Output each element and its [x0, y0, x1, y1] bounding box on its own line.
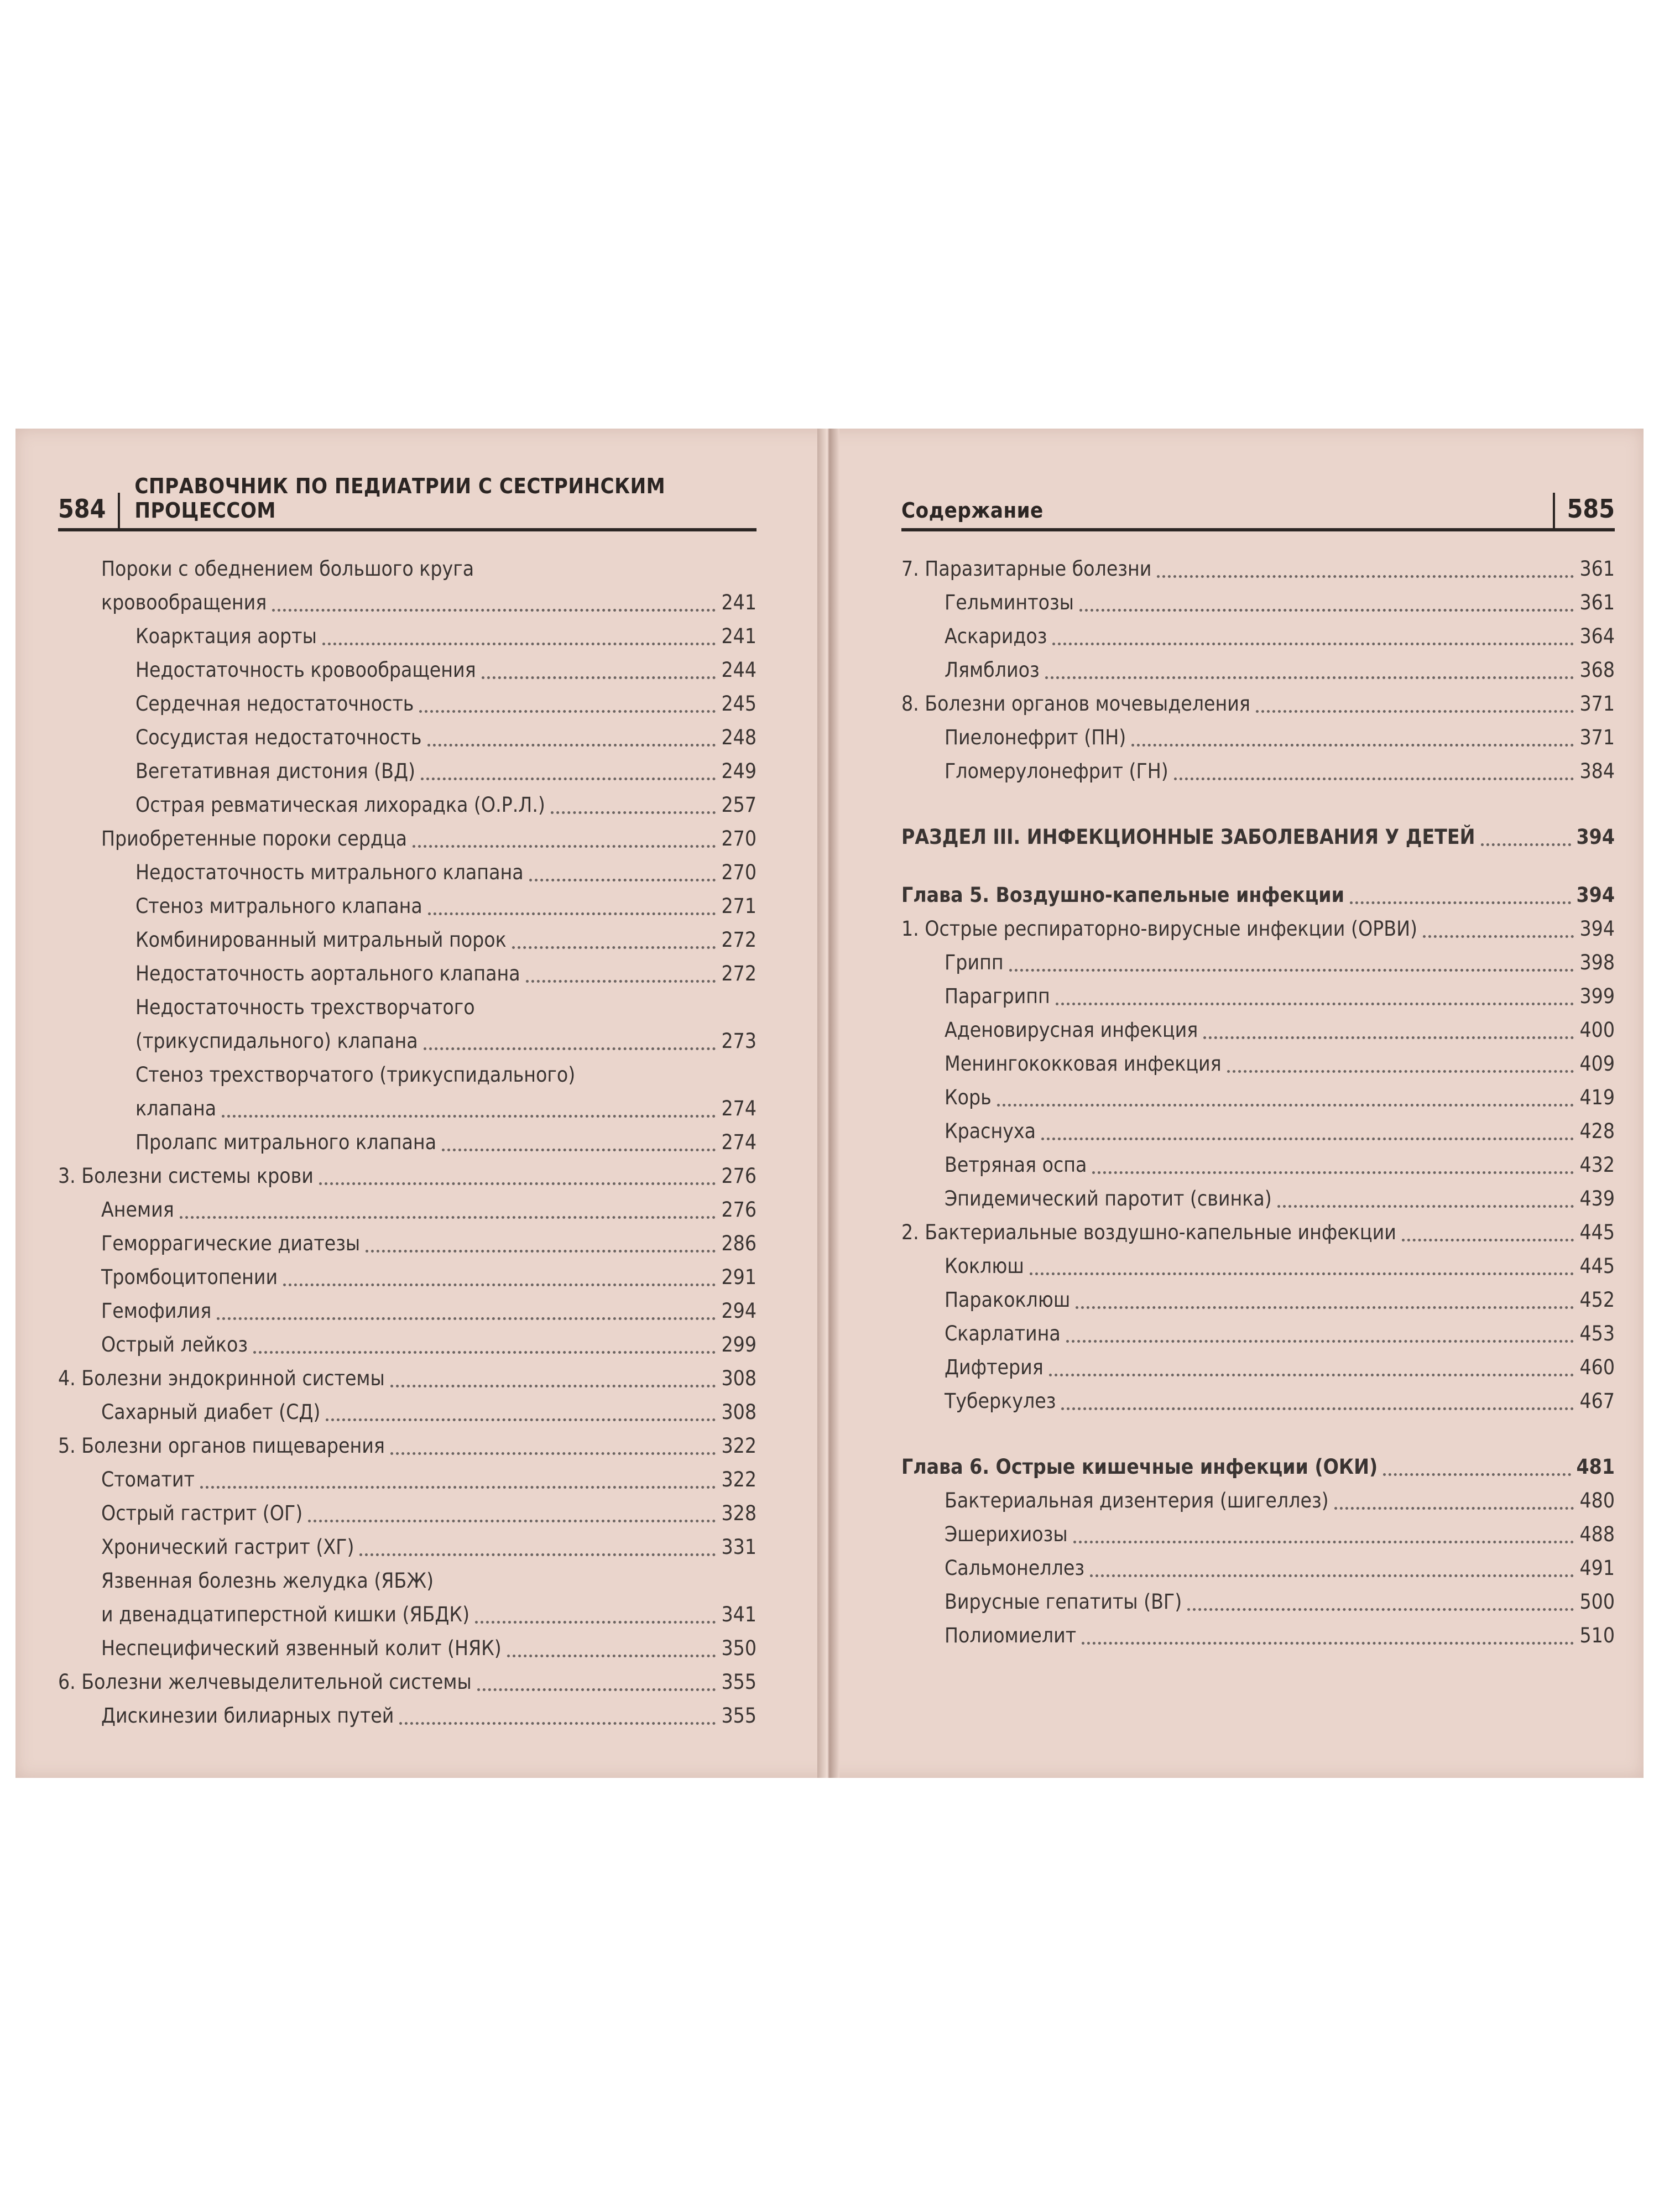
- toc-entry: [901, 1215, 1615, 1249]
- toc-entry: [58, 721, 757, 754]
- dot-leader: [997, 1104, 1574, 1107]
- dot-leader: [413, 845, 716, 848]
- toc-entry-title: Туберкулез: [945, 1389, 1056, 1413]
- dot-leader: [1061, 1407, 1574, 1410]
- toc-entry: [58, 923, 757, 957]
- dot-leader: [1030, 1272, 1574, 1275]
- toc-entry: [901, 1081, 1615, 1114]
- toc-entry: [58, 889, 757, 923]
- toc-heading: [901, 820, 1615, 854]
- toc-heading: [901, 878, 1615, 912]
- toc-page-number: 272: [721, 928, 757, 952]
- toc-entry: [901, 1283, 1615, 1317]
- toc-page-number: 432: [1579, 1153, 1615, 1177]
- left-page-number: 584: [58, 493, 120, 528]
- toc-entry: [58, 619, 757, 653]
- toc-entry-title: Пиелонефрит (ПН): [945, 726, 1126, 749]
- toc-entry-title: 1. Острые респираторно-вирусные инфекции (ОРВИ): [901, 917, 1417, 941]
- toc-entry-title-line: Язвенная болезнь желудка (ЯБЖ): [101, 1569, 434, 1593]
- toc-entry: [901, 1317, 1615, 1350]
- dot-leader: [1066, 1340, 1574, 1343]
- toc-page-number: 398: [1579, 951, 1615, 974]
- dot-leader: [1092, 1171, 1574, 1174]
- toc-entry: [58, 1564, 757, 1631]
- toc-page-number: 322: [721, 1434, 757, 1458]
- dot-leader: [419, 710, 716, 713]
- dot-leader: [1174, 778, 1574, 780]
- toc-entry: [58, 1429, 757, 1463]
- toc-entry: [901, 552, 1615, 586]
- dot-leader: [399, 1722, 716, 1725]
- dot-leader: [1187, 1608, 1574, 1611]
- toc-entry-title: 2. Бактериальные воздушно-капельные инфекции: [901, 1220, 1396, 1244]
- right-page-number: 585: [1553, 493, 1615, 528]
- toc-entry-title: Корь: [945, 1086, 992, 1109]
- toc-entry-title: Глава 6. Острые кишечные инфекции (ОКИ): [901, 1455, 1378, 1479]
- toc-entry: [58, 855, 757, 889]
- toc-page-number: 286: [721, 1232, 757, 1255]
- dot-leader: [529, 879, 716, 881]
- toc-entry-title: Острый гастрит (ОГ): [101, 1501, 303, 1525]
- toc-entry-title: Острая ревматическая лихорадка (О.Р.Л.): [135, 793, 545, 817]
- toc-page-number: 276: [721, 1164, 757, 1188]
- toc-entry-title-line: Недостаточность трехстворчатого: [135, 995, 475, 1019]
- toc-entry: [58, 1631, 757, 1665]
- dot-leader: [482, 676, 716, 679]
- toc-page-number: 371: [1579, 692, 1615, 716]
- dot-leader: [390, 1452, 716, 1455]
- dot-leader: [253, 1351, 716, 1354]
- toc-heading: [901, 1450, 1615, 1484]
- toc-page-number: 249: [721, 759, 757, 783]
- dot-leader: [1350, 901, 1571, 904]
- toc-spacer: [901, 788, 1615, 820]
- toc-entry-title: Гельминтозы: [945, 591, 1074, 614]
- toc-page-number: 368: [1579, 658, 1615, 682]
- toc-page-number: 273: [721, 1029, 757, 1053]
- dot-leader: [1383, 1473, 1571, 1476]
- toc-entry: [58, 990, 757, 1058]
- toc-entry-title: Грипп: [945, 951, 1004, 974]
- toc-entry-title: РАЗДЕЛ III. ИНФЕКЦИОННЫЕ ЗАБОЛЕВАНИЯ У ДЕТЕЙ: [901, 825, 1475, 849]
- toc-page-number: 488: [1579, 1522, 1615, 1546]
- toc-entry-title: Гемофилия: [101, 1299, 212, 1323]
- toc-page-number: 491: [1579, 1556, 1615, 1580]
- toc-entry: [58, 1227, 757, 1260]
- dot-leader: [1049, 1374, 1574, 1376]
- toc-entry: [58, 957, 757, 990]
- toc-page-number: 355: [721, 1704, 757, 1728]
- toc-entry: [901, 1619, 1615, 1652]
- toc-entry-title-line: Стеноз трехстворчатого (трикуспидального): [135, 1063, 576, 1087]
- toc-entry-title: Сосудистая недостаточность: [135, 726, 422, 749]
- toc-page-number: 308: [721, 1400, 757, 1424]
- toc-entry: [58, 552, 757, 619]
- toc-entry-title: Недостаточность митрального клапана: [135, 860, 524, 884]
- dot-leader: [421, 778, 716, 780]
- dot-leader: [1073, 1541, 1574, 1543]
- toc-page-number: 274: [721, 1097, 757, 1120]
- toc-entry: [901, 1148, 1615, 1182]
- dot-leader: [1423, 935, 1574, 938]
- toc-page-number: 299: [721, 1333, 757, 1357]
- toc-entry: [58, 1260, 757, 1294]
- toc-page-number: 308: [721, 1366, 757, 1390]
- toc-entry: [58, 1193, 757, 1227]
- toc-entry-title: Сальмонеллез: [945, 1556, 1085, 1580]
- toc-entry: [901, 721, 1615, 754]
- toc-entry-title: Сердечная недостаточность: [135, 692, 414, 716]
- toc-entry: [901, 687, 1615, 721]
- toc-entry-title: Пролапс митрального клапана: [135, 1130, 437, 1154]
- toc-page-number: 241: [721, 591, 757, 614]
- toc-entry-title: Полиомиелит: [945, 1624, 1077, 1647]
- toc-entry-title: Дифтерия: [945, 1355, 1044, 1379]
- toc-entry: [901, 653, 1615, 687]
- toc-page-number: 467: [1579, 1389, 1615, 1413]
- toc-page-number: 394: [1576, 825, 1615, 849]
- toc-entry-title-line: клапана: [135, 1097, 217, 1120]
- dot-leader: [1041, 1138, 1574, 1140]
- toc-entry: [58, 1125, 757, 1159]
- toc-entry-line: [101, 586, 757, 619]
- toc-page-number: 331: [721, 1535, 757, 1559]
- book-gutter: [817, 429, 839, 1778]
- left-toc: [58, 552, 757, 1733]
- toc-page-number: 244: [721, 658, 757, 682]
- toc-entry-title: Глава 5. Воздушно-капельные инфекции: [901, 883, 1344, 907]
- toc-entry-title: 4. Болезни эндокринной системы: [58, 1366, 385, 1390]
- dot-leader: [390, 1385, 716, 1387]
- toc-entry-title-line: (трикуспидального) клапана: [135, 1029, 418, 1053]
- toc-page-number: 355: [721, 1670, 757, 1694]
- toc-page-number: 428: [1579, 1119, 1615, 1143]
- toc-entry: [901, 946, 1615, 979]
- toc-entry-title-line: Пороки с обеднением большого круга: [101, 557, 474, 581]
- toc-page-number: 439: [1579, 1187, 1615, 1211]
- toc-entry: [901, 1249, 1615, 1283]
- toc-entry-title: Эпидемический паротит (свинка): [945, 1187, 1272, 1211]
- toc-entry-title: 6. Болезни желчевыделительной системы: [58, 1670, 472, 1694]
- dot-leader: [1009, 969, 1574, 972]
- dot-leader: [1090, 1574, 1574, 1577]
- toc-entry: [901, 979, 1615, 1013]
- toc-entry-title: 8. Болезни органов мочевыделения: [901, 692, 1250, 716]
- toc-entry: [901, 1484, 1615, 1517]
- dot-leader: [326, 1418, 716, 1421]
- toc-entry: [58, 822, 757, 855]
- toc-entry-title: Вегетативная дистония (ВД): [135, 759, 415, 783]
- toc-page-number: 328: [721, 1501, 757, 1525]
- dot-leader: [551, 811, 716, 814]
- toc-entry-title: Коарктация аорты: [135, 624, 317, 648]
- toc-page-number: 276: [721, 1198, 757, 1222]
- toc-entry-title-line: и двенадцатиперстной кишки (ЯБДК): [101, 1603, 470, 1626]
- toc-entry-title: 5. Болезни органов пищеварения: [58, 1434, 385, 1458]
- toc-entry: [58, 1294, 757, 1328]
- toc-spacer: [901, 1418, 1615, 1450]
- dot-leader: [526, 980, 716, 983]
- toc-entry-title: Комбинированный митральный порок: [135, 928, 507, 952]
- toc-page-number: 248: [721, 726, 757, 749]
- toc-entry: [901, 1551, 1615, 1585]
- toc-entry-title: Неспецифический язвенный колит (НЯК): [101, 1636, 502, 1660]
- toc-page-number: 460: [1579, 1355, 1615, 1379]
- toc-entry: [58, 1395, 757, 1429]
- toc-entry: [58, 1058, 757, 1125]
- toc-entry: [901, 1013, 1615, 1047]
- toc-entry-title: Эшерихиозы: [945, 1522, 1068, 1546]
- toc-entry-title: Анемия: [101, 1198, 174, 1222]
- dot-leader: [359, 1553, 716, 1556]
- toc-entry-title: Краснуха: [945, 1119, 1036, 1143]
- toc-entry: [58, 754, 757, 788]
- dot-leader: [200, 1486, 716, 1489]
- toc-entry-title: Менингококковая инфекция: [945, 1052, 1222, 1076]
- toc-entry-title: Недостаточность аортального клапана: [135, 962, 520, 985]
- dot-leader: [1277, 1205, 1574, 1208]
- dot-leader: [322, 643, 716, 645]
- toc-page-number: 371: [1579, 726, 1615, 749]
- toc-entry-title: Стоматит: [101, 1468, 195, 1491]
- dot-leader: [1203, 1036, 1574, 1039]
- toc-entry-title: Вирусные гепатиты (ВГ): [945, 1590, 1182, 1614]
- dot-leader: [1045, 676, 1574, 679]
- toc-page-number: 480: [1579, 1489, 1615, 1512]
- toc-page-number: 241: [721, 624, 757, 648]
- toc-page-number: 453: [1579, 1322, 1615, 1345]
- toc-page-number: 510: [1579, 1624, 1615, 1647]
- toc-entry-title: Бактериальная дизентерия (шигеллез): [945, 1489, 1329, 1512]
- toc-entry: [901, 912, 1615, 946]
- toc-page-number: 364: [1579, 624, 1615, 648]
- dot-leader: [283, 1284, 716, 1286]
- toc-entry-title: 3. Болезни системы крови: [58, 1164, 314, 1188]
- toc-page-number: 271: [721, 894, 757, 918]
- toc-page-number: 350: [721, 1636, 757, 1660]
- toc-entry: [58, 687, 757, 721]
- toc-page-number: 361: [1579, 591, 1615, 614]
- toc-page-number: 419: [1579, 1086, 1615, 1109]
- toc-page-number: 452: [1579, 1288, 1615, 1312]
- toc-entry-title-line: кровообращения: [101, 591, 267, 614]
- dot-leader: [180, 1216, 716, 1219]
- toc-entry-title: Острый лейкоз: [101, 1333, 248, 1357]
- toc-entry: [901, 1047, 1615, 1081]
- dot-leader: [1079, 609, 1574, 612]
- toc-page-number: 399: [1579, 984, 1615, 1008]
- right-toc: [901, 552, 1615, 1652]
- toc-entry-title: Сахарный диабет (СД): [101, 1400, 321, 1424]
- dot-leader: [1481, 843, 1571, 846]
- dot-leader: [217, 1317, 716, 1320]
- toc-entry-title: Геморрагические диатезы: [101, 1232, 361, 1255]
- toc-entry-title: Скарлатина: [945, 1322, 1061, 1345]
- toc-entry-line: [135, 1092, 757, 1125]
- toc-entry: [901, 754, 1615, 788]
- toc-entry-title: Недостаточность кровообращения: [135, 658, 476, 682]
- toc-page-number: 274: [721, 1130, 757, 1154]
- toc-entry: [901, 586, 1615, 619]
- toc-entry: [58, 1699, 757, 1733]
- toc-page-number: 270: [721, 827, 757, 851]
- toc-entry: [901, 1384, 1615, 1418]
- toc-entry-title: Парагрипп: [945, 984, 1050, 1008]
- toc-entry: [58, 1496, 757, 1530]
- toc-entry: [58, 653, 757, 687]
- toc-page-number: 272: [721, 962, 757, 985]
- toc-page-number: 445: [1579, 1254, 1615, 1278]
- toc-page-number: 400: [1579, 1018, 1615, 1042]
- toc-entry-title: 7. Паразитарные болезни: [901, 557, 1152, 581]
- toc-entry-title: Лямблиоз: [945, 658, 1040, 682]
- toc-entry: [901, 1517, 1615, 1551]
- toc-page-number: 500: [1579, 1590, 1615, 1614]
- toc-entry-title: Паракоклюш: [945, 1288, 1071, 1312]
- toc-page-number: 322: [721, 1468, 757, 1491]
- toc-entry: [901, 1114, 1615, 1148]
- left-page-header: [58, 474, 757, 531]
- toc-entry: [58, 1530, 757, 1564]
- dot-leader: [475, 1621, 716, 1624]
- toc-page-number: 245: [721, 692, 757, 716]
- toc-page-number: 394: [1579, 917, 1615, 941]
- dot-leader: [1131, 744, 1574, 747]
- toc-entry-title: Ветряная оспа: [945, 1153, 1087, 1177]
- toc-page-number: 394: [1576, 883, 1615, 907]
- dot-leader: [1227, 1070, 1574, 1073]
- toc-entry-title: Дискинезии билиарных путей: [101, 1704, 394, 1728]
- toc-entry-title: Аденовирусная инфекция: [945, 1018, 1198, 1042]
- toc-entry: [58, 1328, 757, 1361]
- dot-leader: [1256, 710, 1574, 713]
- toc-entry-title: Гломерулонефрит (ГН): [945, 759, 1168, 783]
- dot-leader: [1082, 1642, 1574, 1645]
- dot-leader: [507, 1655, 716, 1657]
- toc-entry-title: Приобретенные пороки сердца: [101, 827, 407, 851]
- toc-entry: [58, 788, 757, 822]
- toc-entry-title: Аскаридоз: [945, 624, 1047, 648]
- left-running-title: СПРАВОЧНИК ПО ПЕДИАТРИИ С СЕСТРИНСКИМ ПРОЦЕССОМ: [134, 474, 666, 523]
- toc-page-number: 445: [1579, 1220, 1615, 1244]
- toc-page-number: 341: [721, 1603, 757, 1626]
- toc-entry: [901, 1585, 1615, 1619]
- dot-leader: [222, 1115, 716, 1118]
- toc-entry: [58, 1665, 757, 1699]
- toc-entry-title: Хронический гастрит (ХГ): [101, 1535, 354, 1559]
- dot-leader: [308, 1520, 716, 1522]
- dot-leader: [366, 1250, 716, 1253]
- dot-leader: [1157, 575, 1574, 578]
- dot-leader: [319, 1182, 716, 1185]
- toc-entry: [901, 1182, 1615, 1215]
- dot-leader: [512, 946, 716, 949]
- dot-leader: [1052, 643, 1574, 645]
- dot-leader: [428, 912, 716, 915]
- toc-page-number: 384: [1579, 759, 1615, 783]
- toc-page-number: 270: [721, 860, 757, 884]
- dot-leader: [1056, 1003, 1574, 1005]
- toc-entry-line: [101, 1598, 757, 1631]
- toc-page-number: 361: [1579, 557, 1615, 581]
- right-running-title: Содержание: [901, 498, 1044, 523]
- dot-leader: [477, 1688, 716, 1691]
- dot-leader: [1076, 1306, 1574, 1309]
- dot-leader: [424, 1047, 716, 1050]
- toc-entry: [901, 1350, 1615, 1384]
- toc-page-number: 409: [1579, 1052, 1615, 1076]
- right-page-header: [901, 489, 1615, 531]
- toc-spacer: [901, 854, 1615, 878]
- toc-entry: [58, 1463, 757, 1496]
- dot-leader: [1334, 1507, 1574, 1510]
- toc-entry-title: Коклюш: [945, 1254, 1024, 1278]
- toc-page-number: 291: [721, 1265, 757, 1289]
- dot-leader: [1402, 1239, 1574, 1241]
- toc-entry: [58, 1159, 757, 1193]
- toc-page-number: 294: [721, 1299, 757, 1323]
- toc-entry-title: Тромбоцитопении: [101, 1265, 278, 1289]
- toc-page-number: 481: [1576, 1455, 1615, 1479]
- dot-leader: [442, 1149, 716, 1151]
- toc-entry: [901, 619, 1615, 653]
- toc-entry-title: Стеноз митрального клапана: [135, 894, 422, 918]
- toc-entry: [58, 1361, 757, 1395]
- dot-leader: [272, 609, 716, 612]
- dot-leader: [427, 744, 716, 747]
- toc-entry-line: [135, 1024, 757, 1058]
- toc-page-number: 257: [721, 793, 757, 817]
